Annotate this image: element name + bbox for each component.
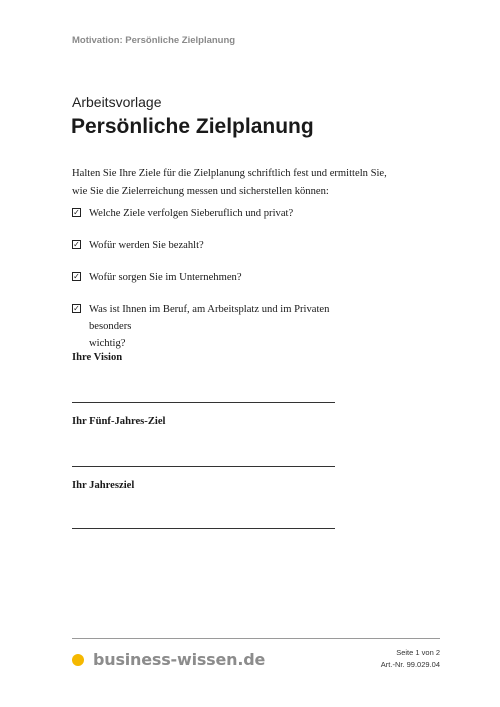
checklist-item [72, 237, 372, 254]
vision-answer-line[interactable] [72, 402, 335, 403]
checked-box-icon: ✓ [73, 208, 80, 217]
checked-box-icon: ✓ [73, 240, 80, 249]
page-header: Motivation: Persönliche Zielplanung [72, 35, 236, 46]
checked-box-icon: ✓ [73, 304, 80, 313]
logo-text: business-wissen.de [93, 650, 266, 669]
five-year-goal-label: Ihr Fünf-Jahres-Ziel [72, 416, 166, 427]
page-info [381, 647, 440, 671]
brand-logo [72, 650, 265, 669]
intro-line-2: wie Sie die Zielerreichung messen und sicherstellen können: [72, 186, 329, 197]
intro-text [72, 165, 412, 201]
document-title: Persönliche Zielplanung [71, 115, 314, 138]
five-year-goal-answer-line[interactable] [72, 466, 335, 467]
checklist-item [72, 301, 372, 352]
annual-goal-answer-line[interactable] [72, 528, 335, 529]
vision-label: Ihre Vision [72, 352, 123, 363]
checklist-item-text-continued: wichtig? [89, 338, 126, 349]
checklist-item [72, 269, 372, 286]
footer-divider [72, 638, 440, 639]
checklist-item-text: Welche Ziele verfolgen Sieberuflich und privat? [89, 208, 294, 219]
logo-dot-icon [72, 654, 84, 666]
document-subtitle: Arbeitsvorlage [72, 94, 162, 110]
intro-line-1: Halten Sie Ihre Ziele für die Zielplanung schriftlich fest und ermitteln Sie, [72, 168, 387, 179]
annual-goal-label: Ihr Jahresziel [72, 480, 135, 491]
article-number: Art.-Nr. 99.029.04 [380, 660, 440, 669]
checklist-item-text: Wofür sorgen Sie im Unternehmen? [89, 272, 242, 283]
question-checklist [72, 205, 372, 352]
checklist-item-text: Was ist Ihnen im Beruf, am Arbeitsplatz und im Privaten besonders [89, 304, 330, 332]
checklist-item [72, 205, 372, 222]
checklist-item-text: Wofür werden Sie bezahlt? [89, 240, 204, 251]
page-number: Seite 1 von 2 [396, 648, 440, 657]
checked-box-icon: ✓ [73, 272, 80, 281]
